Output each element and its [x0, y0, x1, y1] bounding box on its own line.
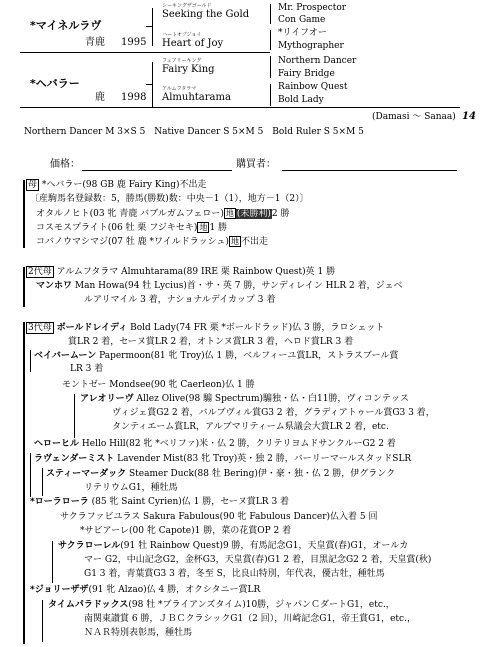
- lavender-mist-line: [34, 454, 411, 465]
- sakura-laurel-line-1: マー G2，中山記念G2，金杯G3，天皇賞(春)G1 2 着，目黒記念G2 2 着，天皇賞(秋): [84, 555, 432, 565]
- gen2-name-2: Fairy King: [162, 64, 215, 75]
- foal-result: 不出走: [240, 237, 268, 247]
- gen2-ruby-2: フェアリーキング: [162, 58, 202, 64]
- bracket-g3-0: [270, 4, 271, 24]
- allez-olive-line-1: ヴィジェ賞G2 2 着，バルブヴィル賞G3 2 着，グラディアトゥール賞G3 3 着，: [112, 408, 435, 418]
- horse-name: *ジョリーザザ: [30, 585, 89, 595]
- sire-color: 青鹿: [85, 37, 105, 48]
- steamer-duck-line-1: リテリウムG1，種牡馬: [84, 483, 178, 493]
- foal-text: コバノウマシマジ(07 牡 鹿 *ワイルドラッシュ): [36, 237, 229, 247]
- tree-line-2: [74, 394, 75, 438]
- second-dam-bar: [23, 267, 25, 307]
- unraced-badge: (未勝利): [236, 209, 271, 219]
- tree-line-4: [42, 468, 43, 496]
- buyer-field-line[interactable]: [282, 170, 457, 171]
- horse-record: Bold Lady(74 FR 栗 *ボールドラッド)仏 3 勝，ラロシェット: [130, 323, 385, 333]
- horse-name: ボールドレイディ: [56, 323, 128, 333]
- horse-record: Man Howa(94 牡 Lycius)首・サ・英 7 勝，サンディレイン HLR 2 着，ジェベ: [74, 281, 403, 291]
- horse-record: Hello Hill(82 牝 *ベリファ)米・仏 2 勝，クリテリヨムドサンクルーG2 2 着: [81, 439, 396, 449]
- foal-result: 1 勝: [209, 223, 228, 233]
- dam-stats: 〔産駒馬名登録数：5，勝馬(勝数)数：中央－1（1），地方－1（2）〕: [30, 194, 309, 204]
- third-dam-tag: 3代母: [28, 323, 52, 333]
- allez-olive-line-2: タンティエーム賞LR，アルブマリティーム県議会大賞LR 2 着，etc.: [112, 422, 389, 432]
- gen3-3: Mythographer: [278, 41, 344, 51]
- price-field-line[interactable]: [82, 170, 232, 171]
- bracket-g3-2: [270, 56, 271, 78]
- bracket-dam-tick: [146, 84, 152, 85]
- chiho-badge: 地: [225, 209, 234, 218]
- dam-foal-1: [36, 222, 227, 234]
- time-paradox-line-1: 南関東讃賞 6 勝，ＪＢＣクラシックG1（2 回），川崎記念G1，帝王賞G1，etc.，: [84, 614, 416, 624]
- dam-line: *ヘバラー(98 GB 鹿 Fairy King)不出走: [41, 180, 207, 190]
- allez-olive-line-0: [80, 394, 409, 405]
- foal-result: 2 勝: [271, 209, 290, 219]
- horse-record: Steamer Duck(88 牡 Bering)伊・豪・独・仏 2 勝，伊グランク: [128, 469, 396, 479]
- horse-record: (98 牡 *ブライアンズタイム)10勝，ジャパンＣダートG1，etc.，: [128, 600, 395, 610]
- tree-line-3: [30, 453, 31, 497]
- gen3-6: Rainbow Quest: [278, 82, 348, 92]
- bracket-sire: [152, 8, 153, 46]
- gen3-0: Mr. Prospector: [278, 3, 347, 13]
- sire-name: *マイネルラヴ: [30, 19, 102, 32]
- sakura-laurel-line-2: G1 3 着，青葉賞G3 3 着，冬至 S，比良山特別，年代表，優古牡，種牡馬: [84, 569, 385, 579]
- sakura-laurel-line-0: [58, 541, 408, 552]
- dam-year: 1998: [121, 92, 147, 103]
- inbreeding-line: Northern Dancer M 3×S 5 Native Dancer S 5×M 5 Bold Ruler S 5×M 5: [24, 127, 364, 137]
- horse-record: Papermoon(81 牝 Troy)仏 1 勝，ベルフィーユ賞LR，ストラスブール賞: [99, 351, 399, 361]
- gen3-1: Con Game: [278, 15, 326, 25]
- gen2-name-1: Heart of Joy: [162, 38, 224, 49]
- dam-section-line: [26, 180, 207, 191]
- gen2-ruby-3: アルムフタラマ: [162, 86, 197, 92]
- manhowa-line-0: [36, 281, 402, 292]
- dam-color: 鹿: [95, 92, 105, 103]
- dam-tag: 母: [28, 180, 38, 190]
- gen3-5: Fairy Bridge: [278, 69, 335, 79]
- horse-name: マンホワ: [36, 281, 73, 291]
- gen3-4: Northern Dancer: [278, 56, 357, 66]
- horse-record: Allez Olive(98 騸 Spectrum)騸独・仏・白11勝，ヴィコンテッス: [136, 394, 409, 404]
- papermoon-line-0: [34, 351, 398, 362]
- chiho-badge: 地: [230, 237, 239, 246]
- laura-laura-line: [30, 497, 289, 508]
- papermoon-line-1: LR 3 着: [70, 364, 104, 374]
- dam-section-bar: [23, 180, 25, 248]
- bracket-dam: [152, 62, 153, 107]
- price-label: 価格：: [50, 159, 80, 170]
- third-dam-line-1: 賞LR 2 着，セーヌ賞LR 2 着，オトンヌ賞LR 3 着，ヘロド賞LR 3 着: [68, 337, 354, 347]
- horse-name: *ローラローラ: [30, 497, 89, 507]
- gen2-ruby-1: ハートオブジョイ: [162, 32, 202, 38]
- sabiare-line: *サビアーレ(00 牝 Capote)1 勝，菜の花賞OP 2 着: [80, 526, 292, 536]
- pedigree-rule-bottom: [20, 107, 460, 108]
- horse-name: タイムパラドックス: [48, 600, 129, 610]
- time-paradox-line-2: ＮＡＲ特別表彰馬，種牡馬: [84, 628, 193, 638]
- chiho-badge: 地: [199, 223, 208, 232]
- horse-record: (85 牝 Saint Cyrien)仏 1 勝，セーヌ賞LR 3 着: [91, 497, 290, 507]
- horse-name: サクラローレル: [58, 541, 121, 551]
- bracket-g3-3: [270, 84, 271, 106]
- horse-name: ラヴェンダーミスト: [34, 454, 115, 464]
- dam-foal-0: [36, 208, 290, 220]
- buyer-label: 購買者：: [236, 159, 276, 170]
- second-dam-text: アルムフタラマ Almuhtarama(89 IRE 栗 Rainbow Quest)英 1 勝: [56, 267, 336, 277]
- bracket-g3-1: [270, 30, 271, 50]
- dam-foal-2: [36, 236, 268, 248]
- horse-record: (91 牡 Rainbow Quest)9 勝，有馬記念G1，天皇賞(春)G1，オールカ: [120, 541, 409, 551]
- mondsee-line: モントゼー Mondsee(90 牝 Caerleon)仏 1 勝: [62, 380, 255, 390]
- family-line: (Damasi ～ Sanaa): [372, 112, 456, 122]
- foal-text: コスモスプライト(06 牡 栗 フジキセキ): [36, 223, 198, 233]
- dam-name: *ヘバラー: [30, 77, 80, 90]
- hello-hill-line: [34, 439, 396, 450]
- third-dam-bar: [23, 322, 25, 644]
- second-dam-tag: 2代母: [28, 267, 52, 277]
- steamer-duck-line-0: [46, 469, 395, 480]
- horse-name: ベイバームーン: [34, 351, 97, 361]
- tree-line-6: [42, 600, 43, 642]
- family-number: 14: [462, 111, 476, 122]
- manhowa-line-1: ルアリマイル 3 着，ナショナルデイカップ 3 着: [84, 295, 276, 305]
- gen3-2: *リイフオー: [278, 28, 327, 38]
- gen2-name-3: Almuhtarama: [162, 92, 231, 103]
- gen3-7: Bold Lady: [278, 95, 324, 105]
- gen2-ruby-0: シーキングザゴールド: [162, 3, 212, 9]
- foal-text: オタルノヒト(03 牝 青鹿 バブルガムフェロー): [36, 209, 224, 219]
- tree-line-1: [30, 350, 31, 372]
- bracket-sire-tick: [146, 26, 152, 27]
- horse-record: Lavender Mist(83 牝 Troy)英・独 2 勝，バーリーマールスタッドSLR: [117, 454, 412, 464]
- horse-name: ヘローヒル: [34, 439, 80, 449]
- sakura-fabulous-line: サクラファビユラス Sakura Fabulous(90 牝 Fabulous Dancer)仏入着 5 回: [60, 512, 378, 522]
- horse-name: スティーマーダック: [46, 469, 127, 479]
- tree-line-5: [52, 541, 53, 583]
- jolie-zaza-line: [30, 585, 260, 596]
- second-dam-line: [26, 267, 335, 278]
- horse-record: (91 牝 Alzao)仏 4 勝，オクシタニー賞LR: [88, 585, 261, 595]
- horse-name: アレオリーヴ: [80, 394, 134, 404]
- sire-year: 1995: [121, 37, 147, 48]
- time-paradox-line-0: [48, 600, 395, 611]
- pedigree-rule-mid: [20, 52, 270, 53]
- third-dam-line-0: [26, 323, 384, 334]
- gen2-name-0: Seeking the Gold: [162, 9, 250, 20]
